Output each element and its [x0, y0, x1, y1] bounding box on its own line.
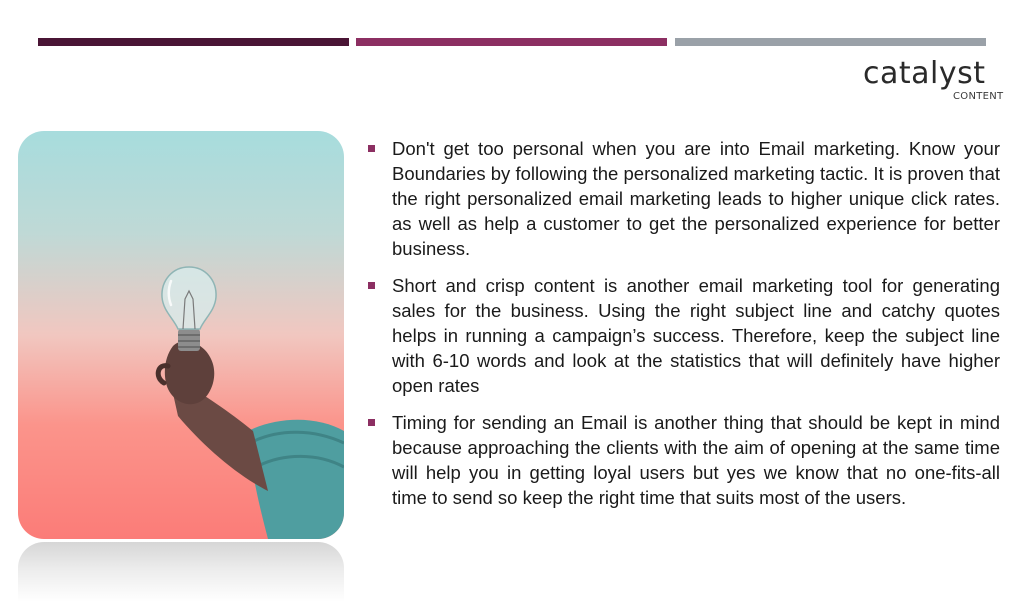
bullet-list — [366, 136, 1000, 522]
list-item — [366, 273, 1000, 398]
list-item — [366, 410, 1000, 510]
bullet-text: Short and crisp content is another email marketing tool for generating sales for the business. Using the right subject line and catchy quotes helps in running a campaign’s success. Therefore, keep the subject line with 6-10 words and look at the statistics that will definitely have higher open rates — [392, 275, 1000, 396]
photo-reflection — [18, 542, 344, 602]
bullet-square-icon — [368, 419, 375, 426]
list-item — [366, 136, 1000, 261]
bullet-text: Don't get too personal when you are into Email marketing. Know your Boundaries by following the personalized marketing tactic. It is proven that the right personalized email marketing leads to higher unique click rates. as well as help a customer to get the personalized experience for better business. — [392, 138, 1000, 259]
logo — [850, 56, 1015, 108]
header-bar-gray — [675, 38, 986, 46]
header-bar-magenta — [356, 38, 667, 46]
lightbulb-photo — [18, 131, 344, 539]
bullet-square-icon — [368, 282, 375, 289]
lightbulb-in-hand-icon — [18, 131, 344, 539]
bullet-square-icon — [368, 145, 375, 152]
bullet-text: Timing for sending an Email is another thing that should be kept in mind because approaching the clients with the aim of opening at the same time will help you in getting loyal users but yes we know that no one-fits-all time to send so keep the right time that suits most of the users. — [392, 412, 1000, 508]
logo-wordmark: catalyst — [863, 56, 986, 91]
logo-subtitle: CONTENT — [953, 91, 1004, 102]
header-bar-dark — [38, 38, 349, 46]
